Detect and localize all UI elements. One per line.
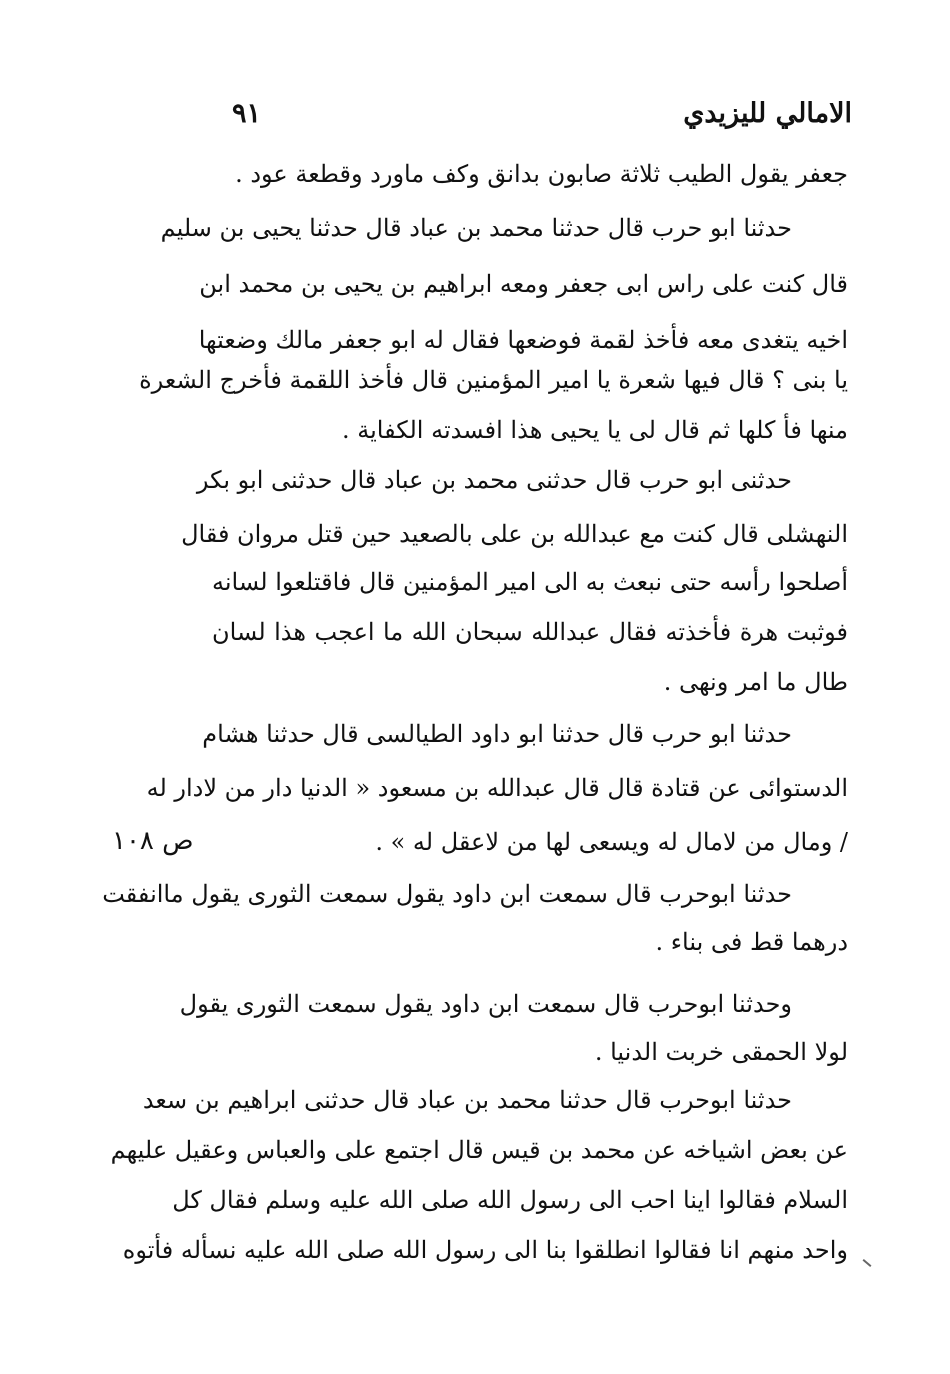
text-line: واحد منهم انا فقالوا انطلقوا بنا الى رسول الله صلى الله عليه نسأله فأتوه (122, 1236, 848, 1264)
text-line: النهشلى قال كنت مع عبدالله بن على بالصعيد حين قتل مروان فقال (181, 520, 848, 548)
text-line: طال ما امر ونهى . (663, 668, 848, 696)
text-line: لولا الحمقى خربت الدنيا . (594, 1038, 848, 1066)
paragraph-first-line: حدثنا ابو حرب قال حدثنا محمد بن عباد قال حدثنا يحيى بن سليم (160, 214, 792, 242)
page-corner-mark (863, 1259, 872, 1267)
text-line: أصلحوا رأسه حتى نبعث به الى امير المؤمنين قال فاقتلعوا لسانه (212, 568, 848, 596)
paragraph-first-line: وحدثنا ابوحرب قال سمعت ابن داود يقول سمعت الثورى يقول (179, 990, 792, 1018)
text-line: جعفر يقول الطيب ثلاثة صابون بدانق وكف ماورد وقطعة عود . (235, 160, 848, 188)
paragraph-first-line: حدثنى ابو حرب قال حدثنى محمد بن عباد قال حدثنى ابو بكر (196, 466, 792, 494)
text-line: درهما قط فى بناء . (655, 928, 848, 956)
running-title: الامالي لليزيدي (683, 98, 852, 129)
text-line: يا بنى ؟ قال فيها شعرة يا امير المؤمنين قال فأخذ اللقمة فأخرج الشعرة (139, 366, 848, 394)
text-line: الدستوائى عن قتادة قال قال عبدالله بن مسعود « الدنيا دار من لادار له (146, 774, 848, 802)
text-line: عن بعض اشياخه عن محمد بن قيس قال اجتمع على والعباس وعقيل عليهم (110, 1136, 848, 1164)
text-line: السلام فقالوا اينا احب الى رسول الله صلى الله عليه وسلم فقال كل (172, 1186, 848, 1214)
text-line: اخيه يتغدى معه فأخذ لقمة فوضعها فقال له ابو جعفر مالك وضعتها (198, 326, 848, 354)
text-line: / ومال من لامال له ويسعى لها من لاعقل له » . (375, 828, 848, 856)
paragraph-first-line: حدثنا ابوحرب قال حدثنا محمد بن عباد قال حدثنى ابراهيم بن سعد (142, 1086, 792, 1114)
paragraph-first-line: حدثنا ابو حرب قال حدثنا ابو داود الطيالسى قال حدثنا هشام (202, 720, 792, 748)
text-line: قال كنت على راس ابى جعفر ومعه ابراهيم بن يحيى بن محمد ابن (199, 270, 848, 298)
paragraph-first-line: حدثنا ابوحرب قال سمعت ابن داود يقول سمعت الثورى يقول ماانفقت (102, 880, 792, 908)
text-line: فوثبت هرة فأخذته فقال عبدالله سبحان الله ما اعجب هذا لسان (212, 618, 848, 646)
page-header (212, 98, 852, 138)
margin-page-reference: ص ١٠٨ (112, 826, 194, 856)
text-line: منها فأ كلها ثم قال لى يا يحيى هذا افسدته الكفاية . (341, 416, 848, 444)
page-number: ٩١ (232, 98, 262, 129)
